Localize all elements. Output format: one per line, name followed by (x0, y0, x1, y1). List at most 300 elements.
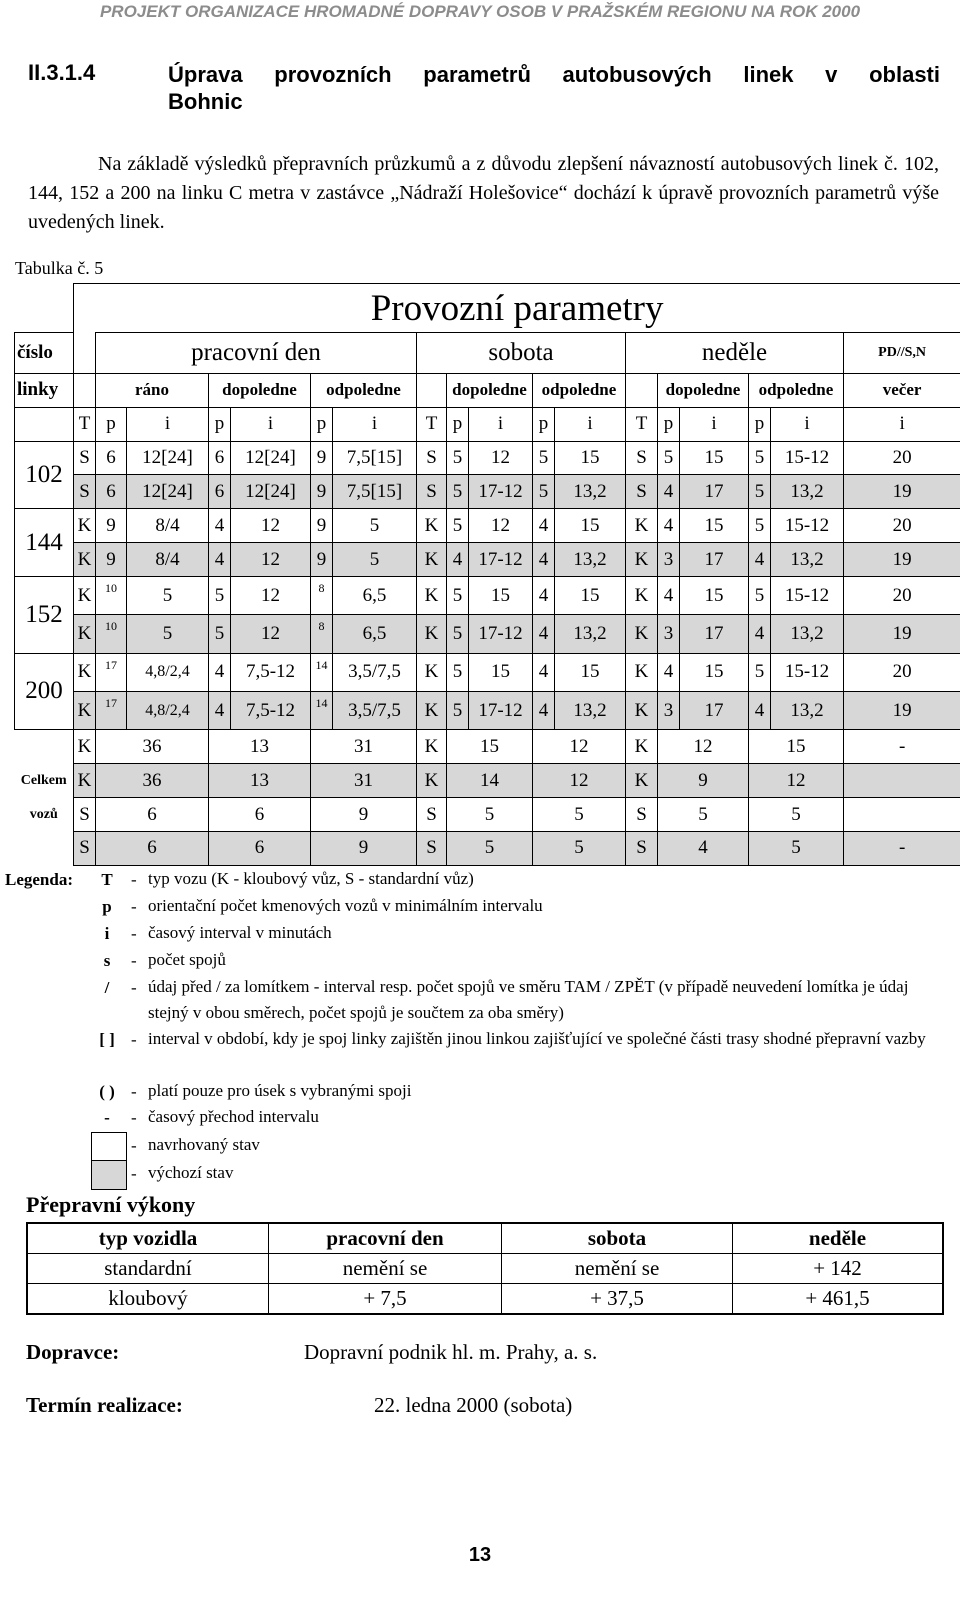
totals-cell: 6 (96, 798, 209, 832)
data-cell: K (74, 577, 96, 615)
totals-cell (844, 798, 960, 832)
data-cell: 4 (533, 509, 555, 543)
subheader-cell: T (626, 407, 658, 441)
legend-dash: - (131, 870, 137, 889)
data-cell: 4 (749, 543, 771, 577)
subheader-cell: p (447, 407, 469, 441)
legend-dash: - (131, 897, 137, 916)
data-cell: 17-12 (469, 543, 533, 577)
data-cell: 13,2 (555, 615, 626, 653)
data-cell: 4 (749, 691, 771, 729)
data-cell: 5 (333, 509, 417, 543)
totals-cell: 6 (209, 798, 311, 832)
subheader-cell: i (771, 407, 844, 441)
data-cell: 13,2 (771, 543, 844, 577)
data-cell: 8/4 (127, 509, 209, 543)
performance-header-cell: neděle (733, 1223, 944, 1254)
data-cell: 7,5-12 (231, 691, 311, 729)
table-corner (15, 284, 74, 333)
totals-cell: 5 (447, 831, 533, 865)
table-row (15, 284, 960, 333)
legend-symbol: [ ] (99, 1030, 115, 1049)
data-cell: 12 (231, 615, 311, 653)
subheader-cell: p (96, 407, 127, 441)
legend-dash: - (131, 1030, 137, 1049)
data-cell: 5 (749, 653, 771, 691)
subheader-cell: i (469, 407, 533, 441)
legend-text: interval v období, kdy je spoj linky zajištěn jinou linkou zajišťující ve společné části trasy shodné přepravní vazby (148, 1029, 926, 1048)
totals-cell: S (626, 798, 658, 832)
group-evening: PD//S,N (844, 333, 960, 373)
data-cell: 5 (209, 577, 231, 615)
totals-cell: 5 (749, 831, 844, 865)
period-am: dopoledne (209, 373, 311, 407)
performance-table (26, 1222, 944, 1315)
performance-cell: kloubový (27, 1284, 269, 1315)
performance-header-cell: pracovní den (269, 1223, 502, 1254)
subheader-cell: p (658, 407, 680, 441)
table-title: Provozní parametry (74, 284, 960, 333)
data-cell: K (626, 509, 658, 543)
table-row (15, 407, 960, 441)
performance-cell: nemění se (502, 1254, 733, 1284)
group-saturday: sobota (417, 333, 626, 373)
data-cell: 20 (844, 509, 960, 543)
legend-white-box (91, 1132, 127, 1162)
data-cell: 8/4 (127, 543, 209, 577)
legend-dash: - (131, 951, 137, 970)
totals-cell: 13 (209, 764, 311, 798)
table-row (15, 509, 960, 543)
data-cell: 3 (658, 615, 680, 653)
period-pm: odpoledne (533, 373, 626, 407)
data-cell: 5 (209, 615, 231, 653)
data-cell: S (417, 475, 447, 509)
intro-paragraph: Na základě výsledků přepravních průzkumů a z důvodu zlepšení návazností autobusových linek č. 102, 144, 152 a 200 na linku C metra v zastávce „Nádraží Holešovice“ dochází k úpravě provozních parametrů výše uvedených linek. (28, 153, 939, 233)
performance-cell: + 37,5 (502, 1284, 733, 1315)
legend-text: výchozí stav (148, 1163, 234, 1182)
performance-header-cell: sobota (502, 1223, 733, 1254)
table-row (15, 831, 960, 865)
data-cell: 9 (311, 441, 333, 475)
data-cell: 3 (658, 543, 680, 577)
totals-cell: 6 (96, 831, 209, 865)
data-cell: 4,8/2,4 (127, 653, 209, 691)
table-row (15, 577, 960, 615)
legend-text: orientační počet kmenových vozů v minimálním intervalu (148, 896, 543, 915)
data-cell: 15-12 (771, 441, 844, 475)
totals-cell: 12 (658, 730, 749, 764)
spacer (15, 407, 74, 441)
operator-label: Dopravce: (26, 1340, 120, 1364)
spacer (626, 373, 658, 407)
data-cell: 19 (844, 475, 960, 509)
data-cell: 4 (447, 543, 469, 577)
data-cell: 5 (447, 475, 469, 509)
data-cell: K (626, 691, 658, 729)
period-am: dopoledne (447, 373, 533, 407)
data-cell: 14 (311, 653, 333, 691)
data-cell: 5 (749, 475, 771, 509)
data-cell: 9 (96, 543, 127, 577)
data-cell: 17 (680, 475, 749, 509)
data-cell: 13,2 (771, 615, 844, 653)
legend-symbol: / (104, 978, 110, 997)
data-cell: 5 (749, 577, 771, 615)
totals-cell: 12 (533, 730, 626, 764)
data-cell: 9 (311, 475, 333, 509)
section-title-continued: Bohnic (168, 89, 243, 114)
legend-symbol: s (103, 951, 111, 970)
data-cell: 3,5/7,5 (333, 653, 417, 691)
data-cell: 15 (555, 653, 626, 691)
totals-cell: 9 (311, 831, 417, 865)
legend-symbol: i (104, 924, 110, 943)
data-cell: 12 (231, 543, 311, 577)
data-cell: 17 (96, 653, 127, 691)
spacer (15, 730, 74, 764)
data-cell: K (74, 509, 96, 543)
data-cell: 17-12 (469, 691, 533, 729)
row-label-line: linky (15, 373, 74, 407)
totals-cell: K (74, 764, 96, 798)
data-cell: 14 (311, 691, 333, 729)
legend-symbol: T (101, 870, 113, 889)
totals-cell: 6 (209, 831, 311, 865)
table-row (15, 475, 960, 509)
totals-cell: 31 (311, 764, 417, 798)
totals-cell: 5 (533, 798, 626, 832)
period-morning: ráno (96, 373, 209, 407)
legend-text: počet spojů (148, 950, 226, 969)
totals-cell: 15 (749, 730, 844, 764)
totals-cell: 12 (533, 764, 626, 798)
legend-dash: - (131, 924, 137, 943)
data-cell: 5 (447, 577, 469, 615)
totals-label: Celkem (20, 772, 67, 788)
data-cell: 5 (447, 691, 469, 729)
totals-label-vehicles: vozů (29, 806, 58, 822)
data-cell: 20 (844, 653, 960, 691)
legend-text: časový přechod intervalu (148, 1107, 319, 1126)
period-evening: večer (844, 373, 960, 407)
data-cell: 15-12 (771, 509, 844, 543)
legend-text: údaj před / za lomítkem - interval resp. počet spojů ve směru TAM / ZPĚT (v případě neuvedení lomítka je údaj stejný v obou směrech, počet spojů je součtem za oba směry) (148, 977, 909, 1022)
data-cell: 4 (658, 653, 680, 691)
subheader-cell: i (844, 407, 960, 441)
period-pm: odpoledne (749, 373, 844, 407)
data-cell: K (417, 577, 447, 615)
data-cell: 13,2 (555, 475, 626, 509)
performance-header-row (27, 1223, 943, 1254)
data-cell: S (626, 475, 658, 509)
performance-cell: + 7,5 (269, 1284, 502, 1315)
data-cell: 15-12 (771, 653, 844, 691)
row-label-number: číslo (15, 333, 74, 373)
totals-cell (844, 764, 960, 798)
data-cell: 17 (680, 543, 749, 577)
running-header: PROJEKT ORGANIZACE HROMADNÉ DOPRAVY OSOB V PRAŽSKÉM REGIONU NA ROK 2000 (99, 2, 861, 21)
data-cell: S (417, 441, 447, 475)
period-am: dopoledne (658, 373, 749, 407)
data-cell: 19 (844, 543, 960, 577)
data-cell: 3 (658, 691, 680, 729)
legend-text: platí pouze pro úsek s vybranými spoji (148, 1081, 412, 1100)
totals-cell: 15 (447, 730, 533, 764)
totals-cell: 36 (96, 764, 209, 798)
totals-cell: K (74, 730, 96, 764)
data-cell: 12[24] (127, 475, 209, 509)
subheader-cell: T (417, 407, 447, 441)
subheader-cell: T (74, 407, 96, 441)
data-cell: K (417, 543, 447, 577)
legend-dash: - (131, 1108, 137, 1127)
data-cell: 13,2 (555, 543, 626, 577)
legend-symbol: p (102, 897, 112, 916)
data-cell: 20 (844, 441, 960, 475)
subheader-cell: i (127, 407, 209, 441)
totals-cell: 5 (658, 798, 749, 832)
data-cell: 5 (447, 441, 469, 475)
totals-cell: - (844, 730, 960, 764)
group-workday: pracovní den (96, 333, 417, 373)
data-cell: 15 (680, 509, 749, 543)
data-cell: 9 (311, 509, 333, 543)
totals-cell: S (74, 798, 96, 832)
data-cell: 12 (231, 577, 311, 615)
data-cell: K (626, 653, 658, 691)
data-cell: 5 (658, 441, 680, 475)
data-cell: 7,5[15] (333, 441, 417, 475)
table-row (15, 798, 960, 832)
legend-dash: - (131, 1136, 137, 1155)
table-row (15, 441, 960, 475)
data-cell: 15 (555, 441, 626, 475)
data-cell: 6,5 (333, 615, 417, 653)
data-cell: 4 (658, 475, 680, 509)
operator-value: Dopravní podnik hl. m. Prahy, a. s. (304, 1340, 598, 1364)
data-cell: 5 (533, 475, 555, 509)
line-number: 200 (15, 653, 74, 730)
totals-cell: 31 (311, 730, 417, 764)
table-row (15, 373, 960, 407)
legend-text: časový interval v minutách (148, 923, 332, 942)
data-cell: 4 (533, 577, 555, 615)
data-cell: K (417, 509, 447, 543)
data-cell: 5 (447, 653, 469, 691)
table-row (15, 691, 960, 729)
data-cell: 5 (127, 615, 209, 653)
line-number: 152 (15, 577, 74, 654)
spacer (74, 373, 96, 407)
data-cell: 5 (533, 441, 555, 475)
data-cell: K (417, 615, 447, 653)
data-cell: 12[24] (231, 475, 311, 509)
data-cell: S (74, 441, 96, 475)
data-cell: 4,8/2,4 (127, 691, 209, 729)
data-cell: 15 (555, 509, 626, 543)
performance-title: Přepravní výkony (26, 1192, 196, 1217)
data-cell: 13,2 (555, 691, 626, 729)
data-cell: 17-12 (469, 475, 533, 509)
spacer (74, 333, 96, 373)
data-cell: 17 (680, 691, 749, 729)
table-row (15, 543, 960, 577)
table-row (15, 764, 960, 798)
totals-cell: 12 (749, 764, 844, 798)
data-cell: 4 (209, 653, 231, 691)
data-cell: 10 (96, 615, 127, 653)
data-cell: S (626, 441, 658, 475)
legend-shaded-box (91, 1160, 127, 1190)
data-cell: 6 (96, 441, 127, 475)
legend-header: Legenda: (5, 870, 73, 889)
data-cell: 12[24] (127, 441, 209, 475)
legend-dash: - (131, 1082, 137, 1101)
data-cell: 4 (658, 509, 680, 543)
totals-cell: - (844, 831, 960, 865)
data-cell: K (626, 615, 658, 653)
data-cell: K (626, 543, 658, 577)
data-cell: 15 (469, 653, 533, 691)
totals-cell: K (626, 730, 658, 764)
totals-cell: 5 (447, 798, 533, 832)
data-cell: 4 (533, 653, 555, 691)
data-cell: 15 (680, 653, 749, 691)
realization-value: 22. ledna 2000 (sobota) (374, 1393, 573, 1417)
legend-dash: - (131, 978, 137, 997)
data-cell: 4 (209, 691, 231, 729)
legend-dash: - (131, 1164, 137, 1183)
data-cell: 5 (749, 441, 771, 475)
performance-row (27, 1284, 943, 1315)
page-number: 13 (468, 1544, 492, 1566)
data-cell: 13,2 (771, 475, 844, 509)
legend-text: typ vozu (K - kloubový vůz, S - standardní vůz) (148, 869, 474, 888)
totals-cell: 13 (209, 730, 311, 764)
data-cell: 5 (127, 577, 209, 615)
data-cell: 4 (658, 577, 680, 615)
data-cell: 17 (680, 615, 749, 653)
data-cell: 4 (209, 543, 231, 577)
line-number: 144 (15, 509, 74, 577)
data-cell: 10 (96, 577, 127, 615)
totals-cell: 9 (658, 764, 749, 798)
subheader-cell: p (749, 407, 771, 441)
performance-row (27, 1254, 943, 1284)
data-cell: 13,2 (771, 691, 844, 729)
data-cell: 15 (469, 577, 533, 615)
totals-cell: S (417, 798, 447, 832)
data-cell: 5 (447, 509, 469, 543)
data-cell: K (74, 615, 96, 653)
data-cell: K (417, 653, 447, 691)
data-cell: 6 (209, 441, 231, 475)
data-cell: 17 (96, 691, 127, 729)
operating-parameters-table (14, 283, 960, 866)
performance-cell: standardní (27, 1254, 269, 1284)
data-cell: 5 (447, 615, 469, 653)
subheader-cell: i (680, 407, 749, 441)
data-cell: K (74, 691, 96, 729)
data-cell: 15 (555, 577, 626, 615)
data-cell: 20 (844, 577, 960, 615)
table-caption: Tabulka č. 5 (15, 258, 104, 278)
subheader-cell: i (231, 407, 311, 441)
table-row (15, 730, 960, 764)
line-number: 102 (15, 441, 74, 509)
data-cell: 5 (333, 543, 417, 577)
data-cell: 12 (231, 509, 311, 543)
totals-cell: 4 (658, 831, 749, 865)
data-cell: 9 (96, 509, 127, 543)
totals-cell: K (417, 730, 447, 764)
data-cell: 15-12 (771, 577, 844, 615)
legend-text: navrhovaný stav (148, 1135, 260, 1154)
data-cell: K (417, 691, 447, 729)
totals-cell: 14 (447, 764, 533, 798)
data-cell: 12 (469, 441, 533, 475)
data-cell: 3,5/7,5 (333, 691, 417, 729)
data-cell: 4 (209, 509, 231, 543)
performance-cell: + 142 (733, 1254, 944, 1284)
data-cell: 15 (680, 577, 749, 615)
subheader-cell: p (311, 407, 333, 441)
subheader-cell: i (555, 407, 626, 441)
totals-cell: K (417, 764, 447, 798)
totals-cell: K (626, 764, 658, 798)
data-cell: 17-12 (469, 615, 533, 653)
data-cell: 5 (749, 509, 771, 543)
data-cell: 4 (749, 615, 771, 653)
data-cell: 4 (533, 615, 555, 653)
data-cell: K (74, 653, 96, 691)
data-cell: 9 (311, 543, 333, 577)
totals-cell: S (626, 831, 658, 865)
legend-symbol: - (104, 1108, 110, 1127)
data-cell: 8 (311, 615, 333, 653)
data-cell: 15 (680, 441, 749, 475)
data-cell: 4 (533, 543, 555, 577)
table-row (15, 653, 960, 691)
totals-cell: 36 (96, 730, 209, 764)
spacer (15, 831, 74, 865)
performance-cell: + 461,5 (733, 1284, 944, 1315)
subheader-cell: p (533, 407, 555, 441)
data-cell: 6,5 (333, 577, 417, 615)
totals-cell: 5 (533, 831, 626, 865)
data-cell: 19 (844, 691, 960, 729)
legend-symbol: ( ) (99, 1082, 115, 1101)
realization-label: Termín realizace: (26, 1393, 183, 1417)
subheader-cell: i (333, 407, 417, 441)
totals-cell: 9 (311, 798, 417, 832)
data-cell: K (74, 543, 96, 577)
table-row (15, 333, 960, 373)
data-cell: 7,5[15] (333, 475, 417, 509)
spacer (417, 373, 447, 407)
totals-cell: S (74, 831, 96, 865)
performance-header-cell: typ vozidla (27, 1223, 269, 1254)
section-number: II.3.1.4 (28, 60, 96, 85)
data-cell: 4 (533, 691, 555, 729)
data-cell: 6 (96, 475, 127, 509)
performance-cell: nemění se (269, 1254, 502, 1284)
data-cell: 8 (311, 577, 333, 615)
data-cell: S (74, 475, 96, 509)
data-cell: 12[24] (231, 441, 311, 475)
data-cell: K (626, 577, 658, 615)
